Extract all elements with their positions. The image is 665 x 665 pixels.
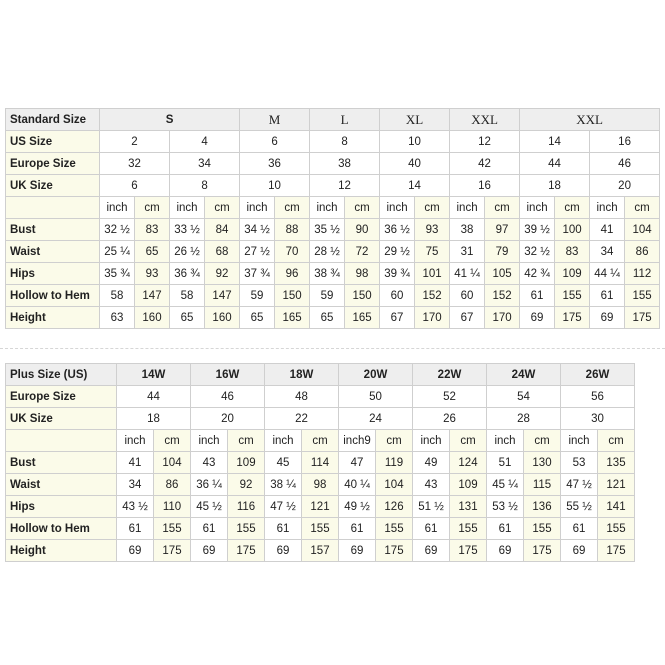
unit-cell: cm: [415, 197, 450, 219]
hollow-to-hem-cell: 155: [625, 285, 660, 307]
hips-cell: 37 ¾: [240, 263, 275, 285]
uk-size-cell: 22: [265, 408, 339, 430]
hollow-to-hem-cell: 61: [339, 518, 376, 540]
hollow-to-hem-cell: 61: [413, 518, 450, 540]
plus-size-label: Plus Size (US): [6, 364, 117, 386]
waist-cell: 26 ½: [170, 241, 205, 263]
bust-cell: 49: [413, 452, 450, 474]
hollow-to-hem-cell: 147: [205, 285, 240, 307]
height-cell: 160: [205, 307, 240, 329]
plus-waist-row: [6, 474, 635, 496]
height-row: [6, 307, 660, 329]
plus-bust-row: [6, 452, 635, 474]
unit-cell: inch: [170, 197, 205, 219]
waist-cell: 47 ½: [561, 474, 598, 496]
height-cell: 170: [415, 307, 450, 329]
europe-size-cell: 34: [170, 153, 240, 175]
hollow-to-hem-cell: 59: [240, 285, 275, 307]
us-size-cell: 4: [170, 131, 240, 153]
unit-cell: inch: [487, 430, 524, 452]
plus-uk-size-row: [6, 408, 635, 430]
bust-cell: 32 ½: [100, 219, 135, 241]
us-size-cell: 2: [100, 131, 170, 153]
unit-cell: cm: [275, 197, 310, 219]
bust-cell: 35 ½: [310, 219, 345, 241]
waist-cell: 115: [524, 474, 561, 496]
bust-cell: 43: [191, 452, 228, 474]
hollow-to-hem-cell: 155: [524, 518, 561, 540]
bust-cell: 90: [345, 219, 380, 241]
hips-cell: 47 ½: [265, 496, 302, 518]
plus-hips-row: [6, 496, 635, 518]
height-cell: 69: [265, 540, 302, 562]
standard-size-table: [5, 108, 660, 329]
size-20w: 20W: [339, 364, 413, 386]
waist-cell: 72: [345, 241, 380, 263]
bust-cell: 97: [485, 219, 520, 241]
standard-size-label: Standard Size: [6, 109, 100, 131]
hollow-to-hem-cell: 155: [598, 518, 635, 540]
size-22w: 22W: [413, 364, 487, 386]
hips-cell: 110: [154, 496, 191, 518]
size-14w: 14W: [117, 364, 191, 386]
unit-cell: cm: [135, 197, 170, 219]
hips-cell: 109: [555, 263, 590, 285]
size-18w: 18W: [265, 364, 339, 386]
waist-cell: 75: [415, 241, 450, 263]
hips-cell: 45 ½: [191, 496, 228, 518]
hips-cell: 35 ¾: [100, 263, 135, 285]
europe-size-cell: 44: [520, 153, 590, 175]
waist-cell: 36 ¼: [191, 474, 228, 496]
height-cell: 175: [555, 307, 590, 329]
waist-cell: 29 ½: [380, 241, 415, 263]
uk-size-label: UK Size: [6, 408, 117, 430]
bust-cell: 41: [590, 219, 625, 241]
bust-cell: 33 ½: [170, 219, 205, 241]
us-size-label: US Size: [6, 131, 100, 153]
europe-size-cell: 46: [590, 153, 660, 175]
hollow-to-hem-cell: 61: [561, 518, 598, 540]
height-cell: 175: [228, 540, 265, 562]
bust-cell: 34 ½: [240, 219, 275, 241]
hollow-to-hem-cell: 61: [590, 285, 625, 307]
hollow-to-hem-label: Hollow to Hem: [6, 518, 117, 540]
hollow-to-hem-cell: 152: [415, 285, 450, 307]
waist-cell: 86: [625, 241, 660, 263]
waist-cell: 31: [450, 241, 485, 263]
unit-cell: cm: [485, 197, 520, 219]
us-size-cell: 10: [380, 131, 450, 153]
height-cell: 69: [487, 540, 524, 562]
hollow-to-hem-cell: 150: [345, 285, 380, 307]
bust-cell: 53: [561, 452, 598, 474]
hips-cell: 136: [524, 496, 561, 518]
hips-label: Hips: [6, 496, 117, 518]
hips-cell: 49 ½: [339, 496, 376, 518]
europe-size-cell: 54: [487, 386, 561, 408]
us-size-cell: 16: [590, 131, 660, 153]
height-cell: 175: [625, 307, 660, 329]
height-cell: 165: [345, 307, 380, 329]
hips-cell: 93: [135, 263, 170, 285]
unit-cell: cm: [345, 197, 380, 219]
standard-size-row: [6, 109, 660, 131]
height-cell: 65: [310, 307, 345, 329]
europe-size-cell: 46: [191, 386, 265, 408]
size-l: L: [310, 109, 380, 131]
uk-size-cell: 26: [413, 408, 487, 430]
size-24w: 24W: [487, 364, 561, 386]
height-cell: 165: [275, 307, 310, 329]
us-size-cell: 12: [450, 131, 520, 153]
bust-cell: 84: [205, 219, 240, 241]
height-cell: 69: [561, 540, 598, 562]
hollow-to-hem-cell: 58: [170, 285, 205, 307]
hips-label: Hips: [6, 263, 100, 285]
waist-cell: 104: [376, 474, 413, 496]
plus-height-row: [6, 540, 635, 562]
hollow-to-hem-cell: 60: [450, 285, 485, 307]
height-cell: 69: [339, 540, 376, 562]
waist-cell: 25 ¼: [100, 241, 135, 263]
unit-cell: cm: [625, 197, 660, 219]
waist-cell: 40 ¼: [339, 474, 376, 496]
hollow-to-hem-label: Hollow to Hem: [6, 285, 100, 307]
hollow-to-hem-cell: 155: [302, 518, 339, 540]
europe-size-cell: 38: [310, 153, 380, 175]
europe-size-cell: 52: [413, 386, 487, 408]
uk-size-cell: 18: [117, 408, 191, 430]
bust-cell: 135: [598, 452, 635, 474]
uk-size-cell: 24: [339, 408, 413, 430]
bust-cell: 119: [376, 452, 413, 474]
hips-cell: 41 ¼: [450, 263, 485, 285]
uk-size-cell: 16: [450, 175, 520, 197]
unit-cell: inch: [310, 197, 345, 219]
uk-size-cell: 8: [170, 175, 240, 197]
hips-cell: 42 ¾: [520, 263, 555, 285]
bust-cell: 130: [524, 452, 561, 474]
height-label: Height: [6, 307, 100, 329]
waist-cell: 68: [205, 241, 240, 263]
bust-label: Bust: [6, 219, 100, 241]
uk-size-cell: 6: [100, 175, 170, 197]
height-cell: 175: [376, 540, 413, 562]
height-cell: 65: [240, 307, 275, 329]
height-cell: 67: [450, 307, 485, 329]
europe-size-row: [6, 153, 660, 175]
bust-cell: 47: [339, 452, 376, 474]
hollow-to-hem-cell: 61: [117, 518, 154, 540]
hips-cell: 51 ½: [413, 496, 450, 518]
bust-cell: 39 ½: [520, 219, 555, 241]
unit-cell: inch: [380, 197, 415, 219]
unit-cell: cm: [555, 197, 590, 219]
plus-hollow-to-hem-row: [6, 518, 635, 540]
hips-cell: 98: [345, 263, 380, 285]
hollow-to-hem-row: [6, 285, 660, 307]
hollow-to-hem-cell: 59: [310, 285, 345, 307]
waist-cell: 32 ½: [520, 241, 555, 263]
waist-cell: 45 ¼: [487, 474, 524, 496]
europe-size-cell: 48: [265, 386, 339, 408]
unit-cell: cm: [524, 430, 561, 452]
height-cell: 69: [520, 307, 555, 329]
hips-cell: 53 ½: [487, 496, 524, 518]
europe-size-cell: 50: [339, 386, 413, 408]
plus-unit-row: [6, 430, 635, 452]
height-cell: 69: [590, 307, 625, 329]
size-s: S: [100, 109, 240, 131]
size-xxl: XXL: [450, 109, 520, 131]
bust-cell: 93: [415, 219, 450, 241]
height-cell: 170: [485, 307, 520, 329]
bust-row: [6, 219, 660, 241]
hips-cell: 126: [376, 496, 413, 518]
europe-size-cell: 40: [380, 153, 450, 175]
hollow-to-hem-cell: 61: [520, 285, 555, 307]
height-cell: 69: [117, 540, 154, 562]
hips-cell: 116: [228, 496, 265, 518]
uk-size-cell: 14: [380, 175, 450, 197]
plus-size-table: [5, 363, 635, 562]
height-cell: 175: [154, 540, 191, 562]
hollow-to-hem-cell: 152: [485, 285, 520, 307]
waist-cell: 34: [590, 241, 625, 263]
unit-cell: cm: [228, 430, 265, 452]
unit-row-blank: [6, 197, 100, 219]
height-cell: 157: [302, 540, 339, 562]
waist-cell: 43: [413, 474, 450, 496]
height-cell: 175: [598, 540, 635, 562]
hips-cell: 39 ¾: [380, 263, 415, 285]
hips-cell: 121: [302, 496, 339, 518]
hips-cell: 38 ¾: [310, 263, 345, 285]
bust-label: Bust: [6, 452, 117, 474]
europe-size-label: Europe Size: [6, 386, 117, 408]
height-cell: 69: [191, 540, 228, 562]
plus-europe-size-row: [6, 386, 635, 408]
hollow-to-hem-cell: 155: [376, 518, 413, 540]
hips-cell: 141: [598, 496, 635, 518]
hips-cell: 55 ½: [561, 496, 598, 518]
hollow-to-hem-cell: 147: [135, 285, 170, 307]
uk-size-row: [6, 175, 660, 197]
us-size-row: [6, 131, 660, 153]
height-cell: 160: [135, 307, 170, 329]
unit-cell: inch: [100, 197, 135, 219]
waist-cell: 109: [450, 474, 487, 496]
hips-cell: 112: [625, 263, 660, 285]
hips-cell: 101: [415, 263, 450, 285]
unit-cell: inch: [265, 430, 302, 452]
waist-cell: 83: [555, 241, 590, 263]
bust-cell: 41: [117, 452, 154, 474]
bust-cell: 104: [154, 452, 191, 474]
uk-size-cell: 18: [520, 175, 590, 197]
uk-size-cell: 30: [561, 408, 635, 430]
size-16w: 16W: [191, 364, 265, 386]
unit-cell: cm: [376, 430, 413, 452]
hollow-to-hem-cell: 61: [265, 518, 302, 540]
hollow-to-hem-cell: 61: [191, 518, 228, 540]
waist-label: Waist: [6, 474, 117, 496]
bust-cell: 104: [625, 219, 660, 241]
bust-cell: 36 ½: [380, 219, 415, 241]
bust-cell: 38: [450, 219, 485, 241]
europe-size-cell: 42: [450, 153, 520, 175]
height-label: Height: [6, 540, 117, 562]
unit-cell: inch: [117, 430, 154, 452]
size-26w: 26W: [561, 364, 635, 386]
us-size-cell: 8: [310, 131, 380, 153]
unit-cell: inch: [413, 430, 450, 452]
bust-cell: 51: [487, 452, 524, 474]
hips-cell: 43 ½: [117, 496, 154, 518]
waist-cell: 86: [154, 474, 191, 496]
height-cell: 67: [380, 307, 415, 329]
uk-size-cell: 20: [590, 175, 660, 197]
height-cell: 175: [524, 540, 561, 562]
hollow-to-hem-cell: 150: [275, 285, 310, 307]
hollow-to-hem-cell: 155: [154, 518, 191, 540]
waist-cell: 38 ¼: [265, 474, 302, 496]
europe-size-cell: 32: [100, 153, 170, 175]
height-cell: 175: [450, 540, 487, 562]
hips-cell: 131: [450, 496, 487, 518]
bust-cell: 45: [265, 452, 302, 474]
unit-cell: inch: [450, 197, 485, 219]
uk-size-cell: 12: [310, 175, 380, 197]
hollow-to-hem-cell: 155: [450, 518, 487, 540]
europe-size-cell: 44: [117, 386, 191, 408]
hips-cell: 92: [205, 263, 240, 285]
unit-cell: cm: [154, 430, 191, 452]
us-size-cell: 6: [240, 131, 310, 153]
bust-cell: 100: [555, 219, 590, 241]
section-divider: [0, 348, 665, 349]
hips-cell: 36 ¾: [170, 263, 205, 285]
waist-cell: 27 ½: [240, 241, 275, 263]
hollow-to-hem-cell: 60: [380, 285, 415, 307]
size-xxl-2: XXL: [520, 109, 660, 131]
unit-cell: inch: [520, 197, 555, 219]
hips-cell: 105: [485, 263, 520, 285]
height-cell: 63: [100, 307, 135, 329]
waist-cell: 79: [485, 241, 520, 263]
europe-size-cell: 56: [561, 386, 635, 408]
hollow-to-hem-cell: 61: [487, 518, 524, 540]
bust-cell: 88: [275, 219, 310, 241]
bust-cell: 83: [135, 219, 170, 241]
hollow-to-hem-cell: 155: [228, 518, 265, 540]
unit-cell: cm: [205, 197, 240, 219]
size-m: M: [240, 109, 310, 131]
europe-size-label: Europe Size: [6, 153, 100, 175]
size-xl: XL: [380, 109, 450, 131]
unit-cell: inch: [590, 197, 625, 219]
bust-cell: 109: [228, 452, 265, 474]
hips-row: [6, 263, 660, 285]
plus-size-row: [6, 364, 635, 386]
waist-cell: 98: [302, 474, 339, 496]
unit-cell: inch9: [339, 430, 376, 452]
unit-cell: inch: [191, 430, 228, 452]
height-cell: 65: [170, 307, 205, 329]
waist-cell: 28 ½: [310, 241, 345, 263]
waist-cell: 121: [598, 474, 635, 496]
waist-label: Waist: [6, 241, 100, 263]
europe-size-cell: 36: [240, 153, 310, 175]
unit-cell: inch: [561, 430, 598, 452]
hollow-to-hem-cell: 58: [100, 285, 135, 307]
waist-cell: 92: [228, 474, 265, 496]
waist-cell: 70: [275, 241, 310, 263]
hips-cell: 44 ¼: [590, 263, 625, 285]
uk-size-cell: 28: [487, 408, 561, 430]
hips-cell: 96: [275, 263, 310, 285]
bust-cell: 114: [302, 452, 339, 474]
unit-cell: cm: [450, 430, 487, 452]
waist-cell: 34: [117, 474, 154, 496]
unit-cell: inch: [240, 197, 275, 219]
uk-size-cell: 20: [191, 408, 265, 430]
uk-size-cell: 10: [240, 175, 310, 197]
unit-row-blank: [6, 430, 117, 452]
waist-cell: 65: [135, 241, 170, 263]
waist-row: [6, 241, 660, 263]
unit-cell: cm: [302, 430, 339, 452]
us-size-cell: 14: [520, 131, 590, 153]
height-cell: 69: [413, 540, 450, 562]
unit-cell: cm: [598, 430, 635, 452]
unit-row: [6, 197, 660, 219]
hollow-to-hem-cell: 155: [555, 285, 590, 307]
uk-size-label: UK Size: [6, 175, 100, 197]
bust-cell: 124: [450, 452, 487, 474]
